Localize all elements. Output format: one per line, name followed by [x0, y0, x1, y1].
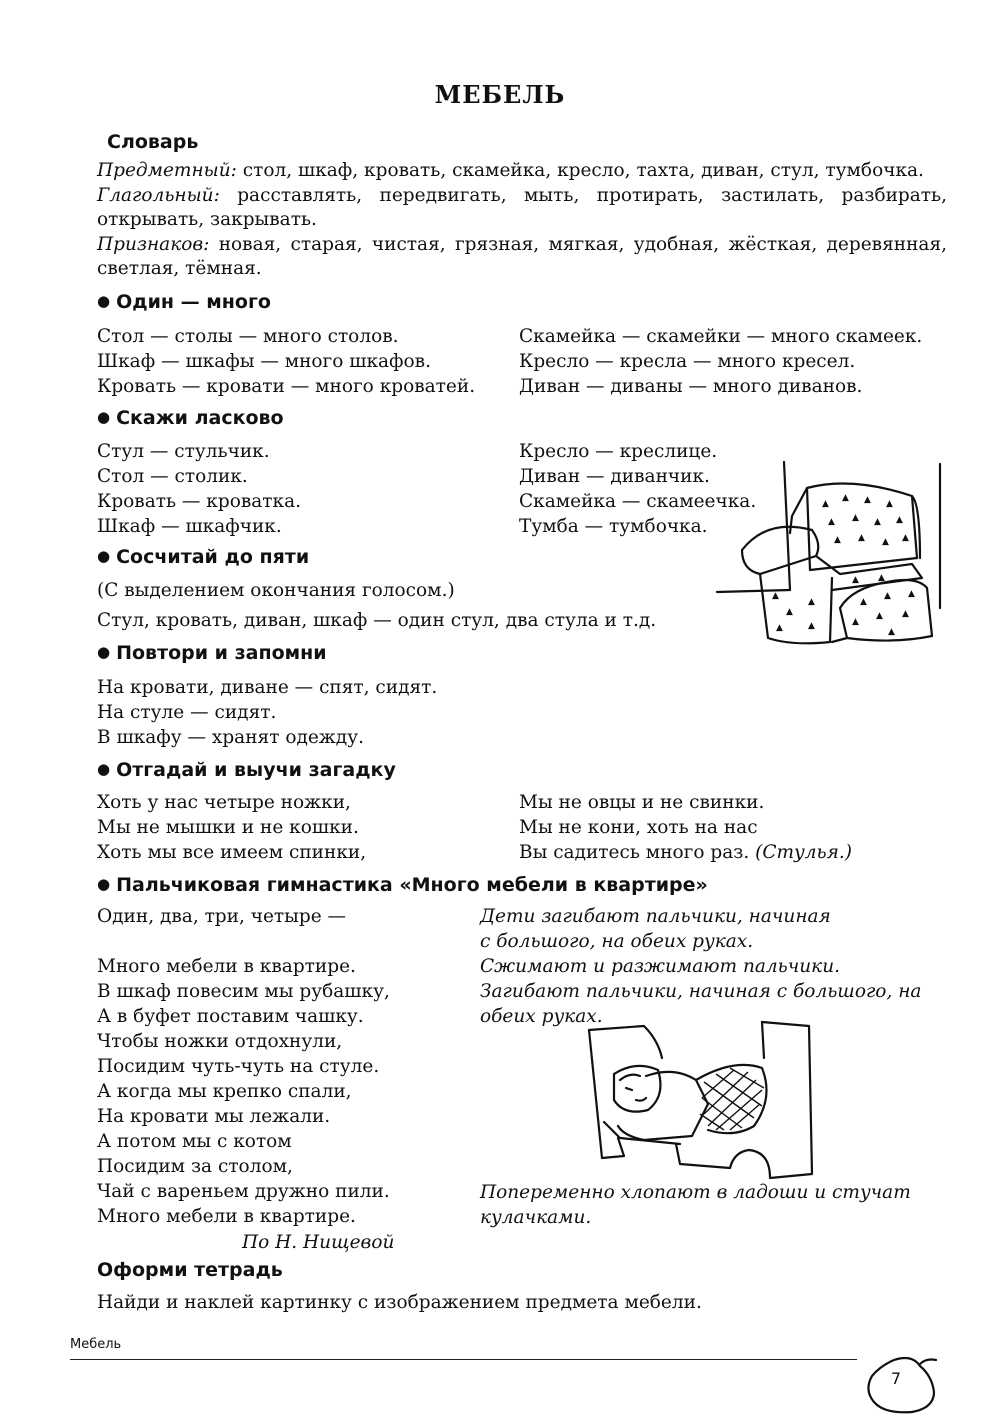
svg-text:▲: ▲ [808, 597, 815, 607]
laskovo-right: Кресло — креслице. Диван — диванчик. Скамейка — скамеечка. Тумба — тумбочка. [519, 441, 757, 537]
bullet-icon: ● [97, 547, 111, 565]
povtori-lines: На кровати, диване — спят, сидят. На стуле — сидят. В шкафу — хранят одежду. [97, 677, 438, 748]
svg-text:▲: ▲ [776, 623, 783, 633]
bed-illustration [584, 1018, 816, 1180]
zagadka-right: Мы не овцы и не свинки. Мы не кони, хоть на нас Вы садитесь много раз. (Стулья.) [519, 792, 852, 863]
soschitai-line-2: Стул, кровать, диван, шкаф — один стул, два стула и т.д. [97, 610, 657, 631]
soschitai-heading: ● Сосчитай до пяти [97, 546, 310, 568]
footer-divider [70, 1359, 857, 1360]
svg-text:▲: ▲ [878, 573, 885, 583]
svg-text:▲: ▲ [902, 609, 909, 619]
svg-text:▲: ▲ [834, 535, 841, 545]
svg-text:▲: ▲ [822, 499, 829, 509]
bullet-icon: ● [97, 292, 111, 310]
svg-text:▲: ▲ [852, 575, 859, 585]
svg-text:▲: ▲ [886, 499, 893, 509]
slovar-priznakov [97, 233, 947, 281]
footer-label: Мебель [70, 1337, 122, 1352]
odin-mnogo-right: Скамейка — скамейки — много скамеек. Кресло — кресла — много кресел. Диван — диваны — много диванов. [519, 326, 923, 397]
svg-text:▲: ▲ [874, 517, 881, 527]
soschitai-line-1: (С выделением окончания голосом.) [97, 580, 455, 601]
odin-mnogo-heading: ● Один — много [97, 291, 271, 313]
gimnastika-author: По Н. Нищевой [242, 1232, 395, 1253]
svg-text:▲: ▲ [828, 517, 835, 527]
svg-text:▲: ▲ [902, 533, 909, 543]
priznakov-label: Признаков: [97, 234, 210, 255]
svg-text:▲: ▲ [896, 515, 903, 525]
bullet-icon: ● [97, 643, 111, 661]
zagadka-answer: (Стулья.) [755, 842, 852, 863]
page-title: МЕБЕЛЬ [434, 80, 566, 109]
bullet-icon: ● [97, 408, 111, 426]
svg-text:▲: ▲ [860, 597, 867, 607]
laskovo-left: Стул — стульчик. Стол — столик. Кровать — кроватка. Шкаф — шкафчик. [97, 441, 302, 537]
povtori-heading: ● Повтори и запомни [97, 642, 327, 664]
odin-mnogo-left: Стол — столы — много столов. Шкаф — шкафы — много шкафов. Кровать — кровати — много кроватей. [97, 326, 476, 397]
priznakov-text: новая, старая, чистая, грязная, мягкая, удобная, жёсткая, деревянная, светлая, тёмная. [97, 234, 947, 279]
predmetny-text: стол, шкаф, кровать, скамейка, кресло, тахта, диван, стул, тумбочка. [236, 160, 924, 181]
gimnastika-instructions: Дети загибают пальчики, начиная с большого, на обеих руках. Сжимают и разжимают пальчики. Загибают пальчики, начиная с большого, на обеих руках. [480, 906, 922, 1027]
oformi-heading: Оформи тетрадь [97, 1259, 283, 1281]
slovar-predmetny [97, 159, 947, 183]
svg-text:▲: ▲ [884, 591, 891, 601]
zagadka-heading: ● Отгадай и выучи загадку [97, 759, 396, 781]
bullet-icon: ● [97, 760, 111, 778]
glagolny-text: расставлять, передвигать, мыть, протирать, застилать, разбирать, открывать, закрывать. [97, 185, 947, 230]
svg-text:▲: ▲ [852, 513, 859, 523]
gimnastika-heading: ● Пальчиковая гимнастика «Много мебели в квартире» [97, 874, 708, 896]
armchair-illustration [712, 458, 947, 648]
svg-text:▲: ▲ [786, 607, 793, 617]
svg-text:▲: ▲ [876, 611, 883, 621]
svg-text:▲: ▲ [888, 627, 895, 637]
svg-text:▲: ▲ [864, 495, 871, 505]
slovar-glagolny [97, 184, 947, 232]
svg-text:▲: ▲ [772, 591, 779, 601]
predmetny-label: Предметный: [97, 160, 237, 181]
bullet-icon: ● [97, 875, 111, 893]
oformi-text: Найди и наклей картинку с изображением предмета мебели. [97, 1292, 702, 1313]
zagadka-left: Хоть у нас четыре ножки, Мы не мышки и не кошки. Хоть мы все имеем спинки, [97, 792, 367, 863]
laskovo-heading: ● Скажи ласково [97, 407, 284, 429]
slovar-heading: Словарь [107, 131, 199, 153]
gimnastika-poem: Один, два, три, четыре — Много мебели в квартире. В шкаф повесим мы рубашку, А в буфет поставим чашку. Чтобы ножки отдохнули, Посидим чуть-чуть на стуле. А когда мы крепко спали, На кровати мы лежали. А потом мы с котом Посидим за столом, Чай с вареньем дружно пили. Много мебели в квартире. [97, 906, 390, 1227]
page-number: 7 [890, 1369, 902, 1388]
svg-text:▲: ▲ [842, 493, 849, 503]
svg-text:▲: ▲ [808, 621, 815, 631]
gimnastika-final-instruction: Попеременно хлопают в ладоши и стучат кулачками. [480, 1182, 911, 1228]
svg-text:▲: ▲ [858, 533, 865, 543]
svg-text:▲: ▲ [908, 589, 915, 599]
svg-text:▲: ▲ [852, 617, 859, 627]
glagolny-label: Глагольный: [97, 185, 220, 206]
svg-text:▲: ▲ [882, 537, 889, 547]
